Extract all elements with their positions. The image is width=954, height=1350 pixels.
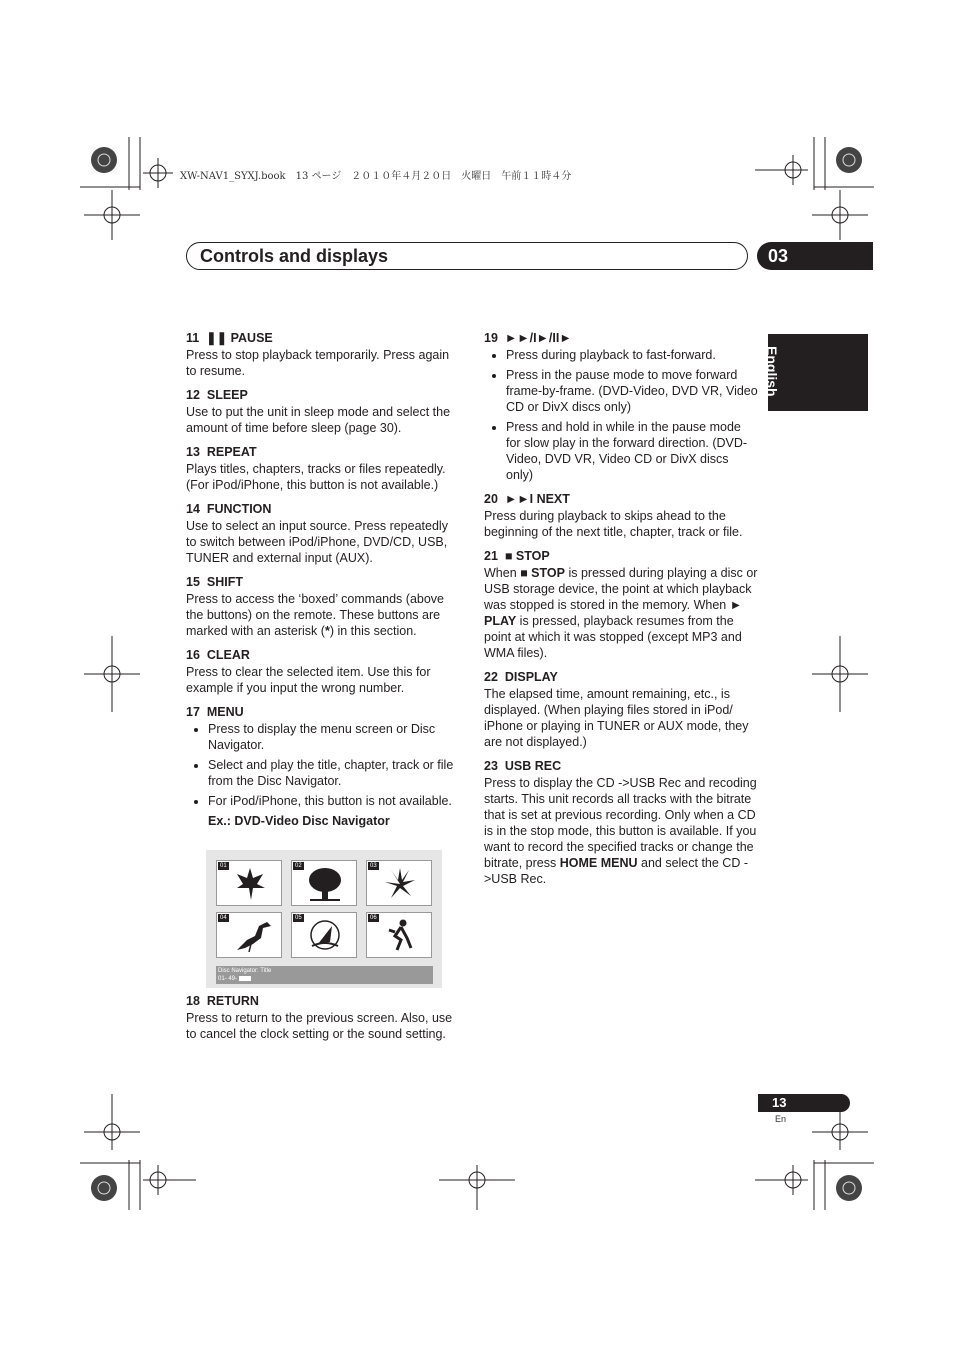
tree-icon (308, 866, 342, 902)
chapter-number: 03 (768, 246, 789, 266)
list-item: • For iPod/iPhone, this button is not available. (208, 793, 460, 809)
lily-icon (383, 866, 417, 902)
thumb-05: 05 (291, 912, 357, 958)
nav-title: Disc Navigator: Title (218, 968, 272, 974)
next-track-icon: ►►I (504, 492, 534, 506)
heading-stop: 21 ■ STOP (484, 549, 550, 563)
shift-text: Press to access the ‘boxed’ commands (above the buttons) on the remote. These buttons are marked with an asterisk (*) in this section. (186, 592, 444, 638)
heading-next: 20 ►►I NEXT (484, 492, 570, 506)
thumb-06: 06 (366, 912, 432, 958)
heading-menu: 17 MENU (186, 705, 244, 719)
heading-display: 22 DISPLAY (484, 670, 558, 684)
thumb-02: 02 (291, 860, 357, 906)
menu-list (186, 721, 460, 809)
thumb-03: 03 (366, 860, 432, 906)
forward-icons: ►►/I►/II► (504, 331, 572, 345)
sleep-text: Use to put the unit in sleep mode and select the amount of time before sleep (page 30). (186, 405, 451, 435)
nav-counter: 01- 49- (218, 975, 431, 983)
heading-repeat: 13 REPEAT (186, 445, 257, 459)
thumb-04: 04 (216, 912, 282, 958)
stop-icon: ■ (504, 549, 513, 563)
function-text: Use to select an input source. Press repeatedly to switch between iPod/iPhone, DVD/CD, USB, TUNER and external input (AUX). (186, 519, 448, 565)
heading-usb-rec: 23 USB REC (484, 759, 562, 773)
language-tab (764, 334, 868, 411)
return-text: Press to return to the previous screen. Also, use to cancel the clock setting or the sound setting. (186, 1011, 453, 1041)
example-caption: Ex.: DVD-Video Disc Navigator (208, 814, 390, 828)
right-column (484, 331, 758, 887)
leaf-icon (233, 866, 267, 902)
heading-function: 14 FUNCTION (186, 502, 272, 516)
print-header: XW-NAV1_SYXJ.book 13 ページ ２０１０年４月２０日 火曜日 午前１１時４分 (180, 171, 572, 182)
windsurfer-icon (308, 918, 342, 954)
disc-navigator-figure (206, 850, 442, 988)
left-column-bottom (186, 994, 460, 1042)
heading-sleep: 12 SLEEP (186, 388, 248, 402)
clear-text: Press to clear the selected item. Use this for example if you input the wrong number. (186, 665, 431, 695)
heading-forward: 19 ►►/I►/II► (484, 331, 572, 345)
thumb-01: 01 (216, 860, 282, 906)
heading-return: 18 RETURN (186, 994, 259, 1008)
heading-clear: 16 CLEAR (186, 648, 250, 662)
heading-pause: 11 ❚❚ PAUSE (186, 331, 273, 345)
usb-rec-text: Press to display the CD ->USB Rec and recoding starts. This unit records all tracks with the bitrate that is set at previous recording. Only when a CD is in the stop mode, this button is available. If you want to record the specified tracks or change the bitrate, press HOME MENU and select the CD ->USB Rec. (484, 776, 757, 886)
pause-icon: ❚❚ (206, 331, 228, 345)
forward-list (484, 347, 758, 483)
list-item: • Select and play the title, chapter, track or file from the Disc Navigator. (208, 757, 460, 789)
page-language: En (775, 1114, 787, 1124)
display-text: The elapsed time, amount remaining, etc., is displayed. (When playing files stored in iPod/ iPhone or playing in TUNER or AUX mode, they are not displayed.) (484, 687, 749, 749)
list-item: • Press during playback to fast-forward. (506, 347, 758, 363)
page-number: 13 (772, 1095, 787, 1110)
skater-icon (383, 918, 417, 954)
next-icon (239, 976, 251, 981)
left-column (186, 331, 460, 829)
list-item: • Press in the pause mode to move forward frame-by-frame. (DVD-Video, DVD VR, Video CD or DivX discs only) (506, 367, 758, 415)
list-item: • Press and hold in while in the pause mode for slow play in the forward direction. (DVD-Video, DVD VR, Video CD or DivX discs only) (506, 419, 758, 483)
list-item: • Press to display the menu screen or Disc Navigator. (208, 721, 460, 753)
page-title: Controls and displays (200, 246, 389, 266)
repeat-text: Plays titles, chapters, tracks or files repeatedly. (For iPod/iPhone, this button is not available.) (186, 462, 446, 492)
language-label: English (764, 346, 780, 397)
disc-navigator-bar (216, 966, 433, 984)
heading-shift: 15 SHIFT (186, 575, 243, 589)
stop-text: When ■ STOP is pressed during playing a disc or USB storage device, the point at which playback was stopped is stored in the memory. When ► PLAY is pressed, playback resumes from the point at which it was stopped (except MP3 and WMA files). (484, 566, 758, 660)
bird-icon (233, 918, 273, 954)
next-text: Press during playback to skips ahead to the beginning of the next title, chapter, track or file. (484, 509, 743, 539)
pause-text: Press to stop playback temporarily. Press again to resume. (186, 348, 450, 378)
